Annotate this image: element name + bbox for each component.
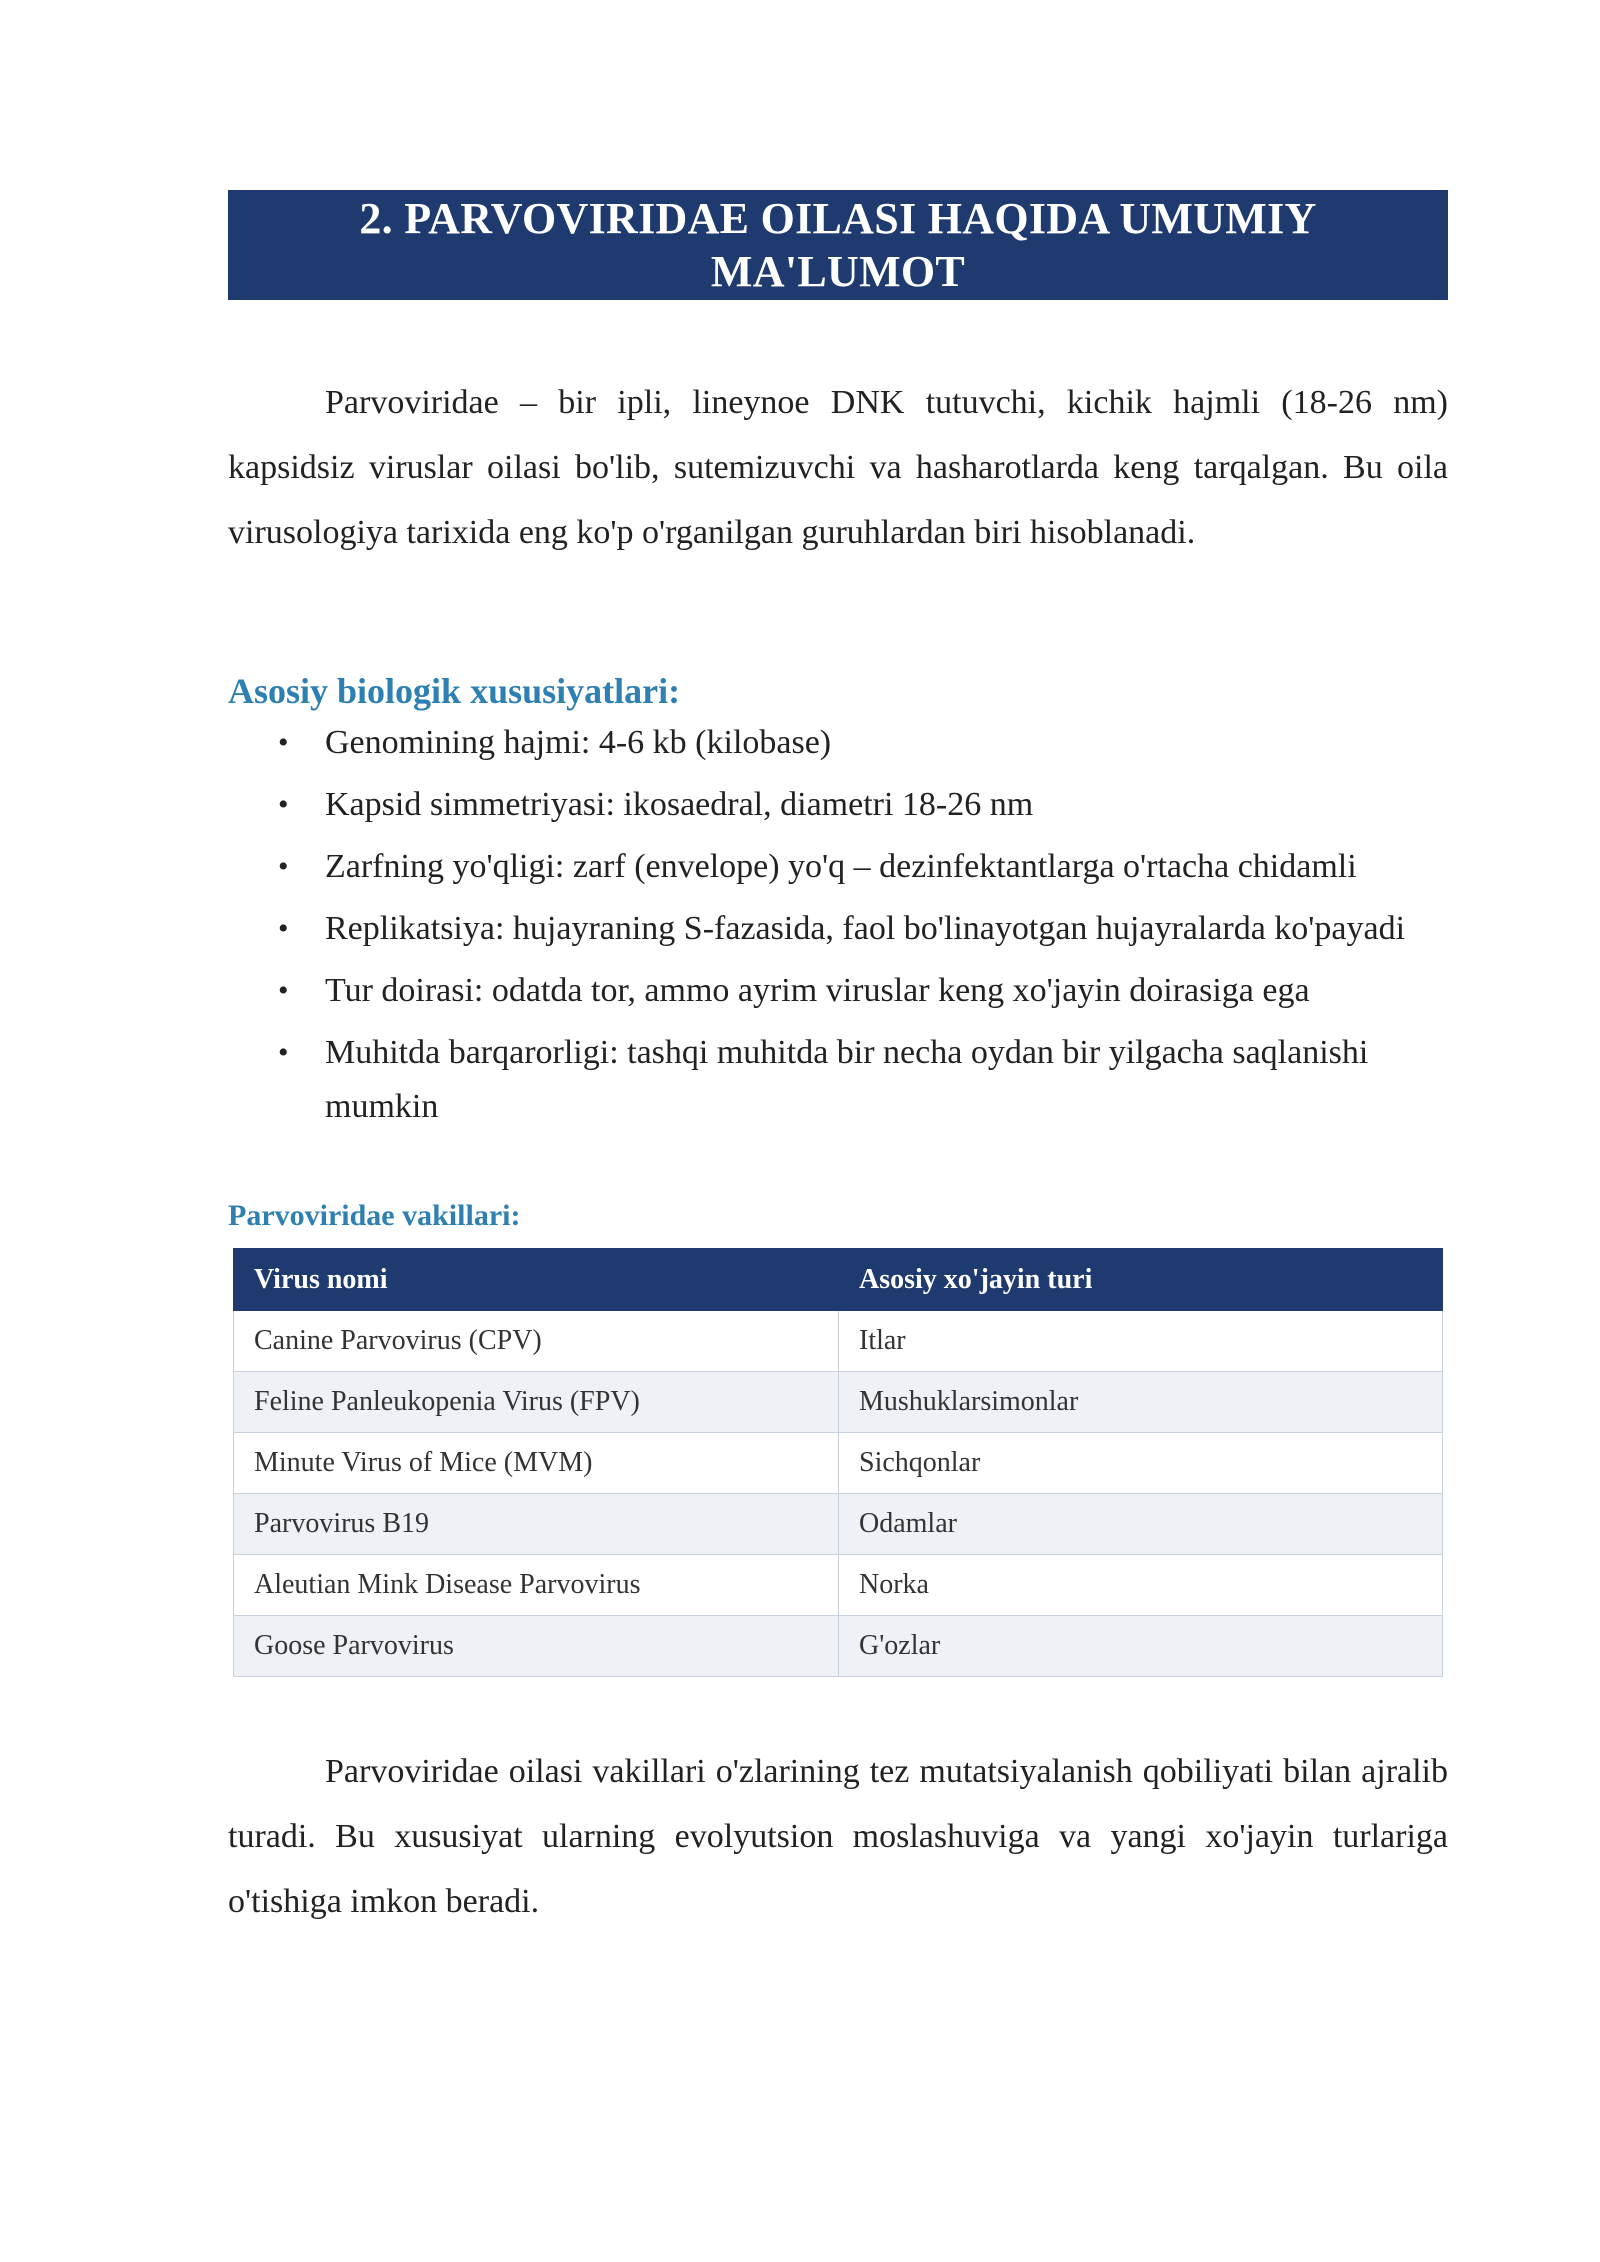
feature-text: Kapsid simmetriyasi: ikosaedral, diametri 18-26 nm (325, 786, 1034, 823)
feature-text: Muhitda barqarorligi: tashqi muhitda bir necha oydan bir yilgacha saqlanishi mumkin (325, 1034, 1369, 1125)
table-row (234, 1494, 1443, 1555)
feature-text: Tur doirasi: odatda tor, ammo ayrim viruslar keng xo'jayin doirasiga ega (325, 972, 1310, 1009)
cell-host-type: Itlar (839, 1311, 1443, 1372)
cell-virus-name: Parvovirus B19 (234, 1494, 839, 1555)
section-title-line1: 2. PARVOVIRIDAE OILASI HAQIDA UMUMIY (359, 194, 1317, 243)
bullet-icon: • (278, 974, 289, 1007)
column-header-host-type: Asosiy xo'jayin turi (839, 1249, 1443, 1311)
table-row (234, 1372, 1443, 1433)
table-row (234, 1555, 1443, 1616)
feature-text: Replikatsiya: hujayraning S-fazasida, faol bo'linayotgan hujayralarda ko'payadi (325, 910, 1406, 947)
cell-virus-name: Aleutian Mink Disease Parvovirus (234, 1555, 839, 1616)
table-row (234, 1433, 1443, 1494)
cell-virus-name: Canine Parvovirus (CPV) (234, 1311, 839, 1372)
feature-item (228, 840, 1448, 894)
cell-virus-name: Goose Parvovirus (234, 1616, 839, 1677)
document-page (228, 190, 1448, 1934)
cell-host-type: Norka (839, 1555, 1443, 1616)
feature-item (228, 1026, 1448, 1134)
feature-text: Genomining hajmi: 4-6 kb (kilobase) (325, 724, 832, 761)
feature-item (228, 964, 1448, 1018)
features-list (228, 716, 1448, 1134)
cell-host-type: Mushuklarsimonlar (839, 1372, 1443, 1433)
section-title-line2: MA'LUMOT (710, 247, 966, 296)
table-row (234, 1616, 1443, 1677)
representatives-table (233, 1248, 1443, 1677)
bullet-icon: • (278, 726, 289, 759)
cell-virus-name: Feline Panleukopenia Virus (FPV) (234, 1372, 839, 1433)
outro-paragraph: Parvoviridae oilasi vakillari o'zlarining tez mutatsiyalanish qobiliyati bilan ajralib turadi. Bu xususiyat ularning evolyutsion moslashuviga va yangi xo'jayin turlariga o'tishiga imkon beradi. (228, 1753, 1448, 1920)
section-title (228, 190, 1448, 300)
table-heading: Parvoviridae vakillari: (228, 1199, 521, 1232)
cell-virus-name: Minute Virus of Mice (MVM) (234, 1433, 839, 1494)
bullet-icon: • (278, 788, 289, 821)
feature-item (228, 778, 1448, 832)
cell-host-type: Odamlar (839, 1494, 1443, 1555)
cell-host-type: Sichqonlar (839, 1433, 1443, 1494)
features-heading: Asosiy biologik xususiyatlari: (228, 671, 681, 711)
table-row (234, 1311, 1443, 1372)
feature-item (228, 902, 1448, 956)
feature-item (228, 716, 1448, 770)
bullet-icon: • (278, 912, 289, 945)
bullet-icon: • (278, 1036, 289, 1069)
bullet-icon: • (278, 850, 289, 883)
column-header-virus-name: Virus nomi (234, 1249, 839, 1311)
feature-text: Zarfning yo'qligi: zarf (envelope) yo'q – dezinfektantlarga o'rtacha chidamli (325, 848, 1357, 885)
table-header-row (234, 1249, 1443, 1311)
intro-paragraph: Parvoviridae – bir ipli, lineynoe DNK tutuvchi, kichik hajmli (18-26 nm) kapsidsiz viruslar oilasi bo'lib, sutemizuvchi va hasharotlarda keng tarqalgan. Bu oila virusologiya tarixida eng ko'p o'rganilgan guruhlardan biri hisoblanadi. (228, 384, 1448, 551)
cell-host-type: G'ozlar (839, 1616, 1443, 1677)
